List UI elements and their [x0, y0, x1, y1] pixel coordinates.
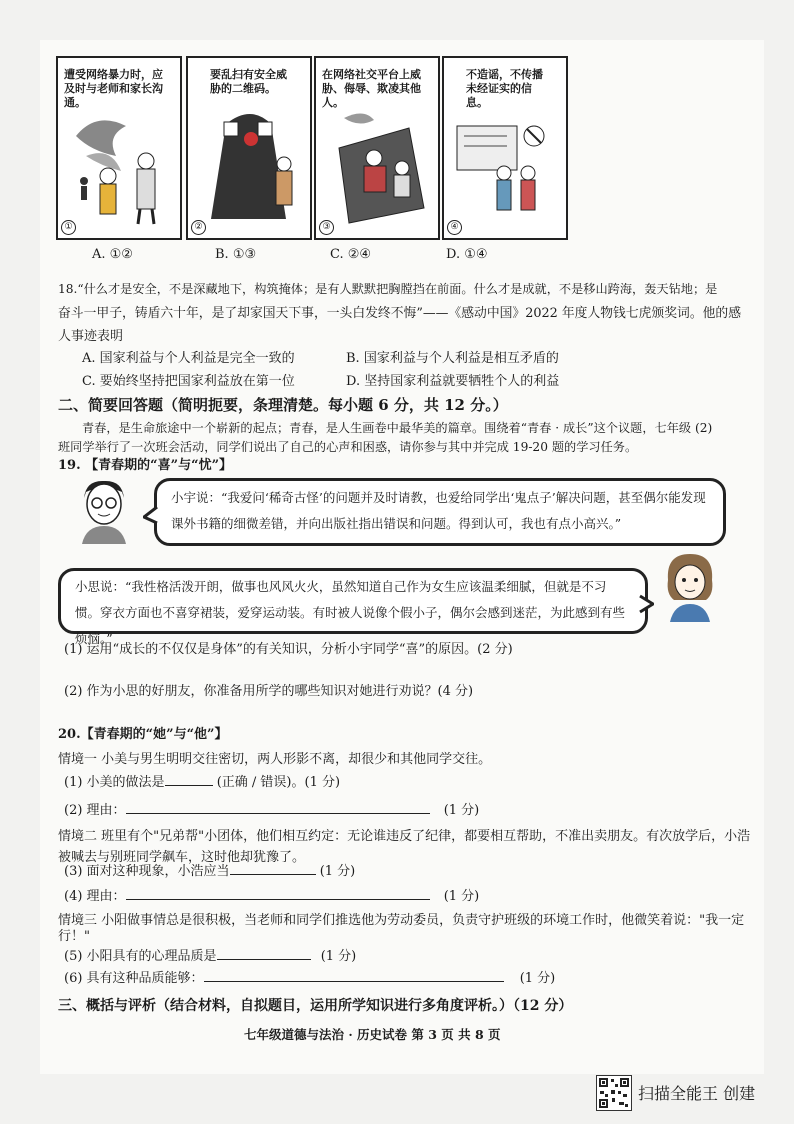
answer-blank-1[interactable] [165, 785, 213, 786]
q18-line1: 18.“什么才是安全，不是深藏地下，构筑掩体；是有人默默把胸膛挡在前面。什么才是成就，不是移山跨海，轰天钻地；是 [58, 282, 718, 296]
q20-sub2 [64, 801, 479, 821]
q20-sub1-text: (1) 小美的做法是 [64, 775, 165, 790]
qr-monster-illustration [196, 104, 302, 228]
panel-number: ③ [319, 220, 334, 235]
q18-option-d: D. 坚持国家利益就要牺牲个人的利益 [346, 374, 560, 389]
answer-blank-5[interactable] [217, 959, 311, 960]
q20-sub4-text: (4) 理由： [64, 889, 126, 904]
xiaosi-speech-bubble [58, 568, 648, 646]
q20-scenario2-line1: 情境二 班里有个"兄弟帮"小团体，他们相互约定：无论谁违反了纪律，都要相互帮助，不准出卖朋友。有次放学后，小浩 [58, 829, 751, 844]
q18-option-a: A. 国家利益与个人利益是完全一致的 [82, 351, 295, 366]
q20-sub1-suffix: (正确 / 错误)。(1 分) [216, 775, 341, 790]
q20-scenario1: 情境一 小美与男生明明交往密切，两人形影不离，却很少和其他同学交往。 [58, 752, 492, 767]
q20-sub1 [64, 773, 340, 793]
q20-sub5-score: (1 分) [320, 949, 357, 964]
xiaoyu-speech-bubble [154, 478, 726, 546]
comic-panel-4 [442, 56, 568, 240]
q18-option-b: B. 国家利益与个人利益是相互矛盾的 [346, 351, 559, 366]
section3-heading: 三、概括与评析（结合材料，自拟题目，运用所学知识进行多角度评析。）（12 分） [58, 998, 573, 1014]
panel-number: ② [191, 220, 206, 235]
option-d: D. ①④ [446, 247, 488, 262]
comic-panel-2 [186, 56, 312, 240]
answer-blank-3[interactable] [230, 874, 316, 875]
q20-sub2-text: (2) 理由： [64, 803, 126, 818]
panel-number: ① [61, 220, 76, 235]
q20-sub6-score: (1 分) [519, 971, 556, 986]
panel-caption: 遭受网络暴力时，应及时与老师和家长沟通。 [64, 68, 163, 109]
option-b: B. ①③ [215, 247, 257, 262]
comic-panel-1 [56, 56, 182, 240]
xiaoyu-avatar [76, 478, 130, 544]
qr-code-icon [596, 1075, 632, 1111]
q19-sub1: (1) 运用“成长的不仅仅是身体”的有关知识，分析小宇同学“喜”的原因。(2 分) [64, 642, 513, 657]
q20-scenario3-line2: 行！" [58, 929, 90, 944]
q20-sub5-text: (5) 小阳具有的心理品质是 [64, 949, 217, 964]
q20-sub3 [64, 862, 355, 882]
q19-sub2: (2) 作为小思的好朋友，你准备用所学的哪些知识对她进行劝说？(4 分) [64, 684, 474, 699]
option-c: C. ②④ [330, 247, 372, 262]
q19-title: 19. 【青春期的“喜”与“忧”】 [58, 458, 233, 473]
panel-caption: 要乱扫有安全威胁的二维码。 [210, 68, 287, 95]
xiaosi-avatar [660, 550, 720, 622]
no-rumor-illustration [452, 118, 558, 230]
section2-heading: 二、简要回答题（简明扼要，条理清楚。每小题 6 分，共 12 分。） [58, 396, 508, 414]
q20-sub4-score: (1 分) [443, 889, 480, 904]
q20-sub5 [64, 947, 356, 967]
cyberbully-illustration [66, 106, 172, 226]
section2-intro1: 青春，是生命旅途中一个崭新的起点；青春，是人生画卷中最华美的篇章。围绕着“青春 · 成长”这个议题，七年级 (2) [82, 421, 713, 435]
q20-sub6-text: (6) 具有这种品质能够： [64, 971, 204, 986]
option-a: A. ①② [92, 247, 133, 262]
xiaoyu-quote: 小宇说：“我爱问‘稀奇古怪’的问题并及时请教，也爱给同学出‘鬼点子’解决问题，甚至偶尔能发现课外书籍的细微差错，并向出版社指出错误和问题。得到认可，我也有点小高兴。” [171, 490, 706, 531]
panel-caption: 不造谣，不传播未经证实的信息。 [466, 68, 543, 109]
xiaosi-quote: 小思说：“我性格活泼开朗，做事也风风火火，虽然知道自己作为女生应该温柔细腻，但就是不习惯。穿衣方面也不喜穿裙装，爱穿运动装。有时被人说像个假小子，偶尔会感到迷茫，为此感到有些烦恼。” [75, 579, 626, 646]
bubble-tail-left [143, 505, 159, 525]
q20-sub3-score: (1 分) [319, 864, 356, 879]
bubble-tail-right [638, 594, 654, 614]
section2-intro2: 班同学举行了一次班会活动，同学们说出了自己的心声和困惑，请你参与其中并完成 19-20 题的学习任务。 [58, 440, 638, 454]
answer-blank-6[interactable] [204, 981, 504, 982]
scanner-watermark: 扫描全能王 创建 [638, 1084, 756, 1103]
q20-sub6 [64, 969, 555, 989]
answer-blank-4[interactable] [126, 899, 430, 900]
panel-caption: 在网络社交平台上威胁、侮辱、欺凌其他人。 [322, 68, 421, 109]
online-bullying-illustration [324, 108, 430, 228]
q18-line3: 人事迹表明 [58, 329, 124, 344]
q18-option-c: C. 要始终坚持把国家利益放在第一位 [82, 374, 295, 389]
answer-blank-2[interactable] [126, 813, 430, 814]
q20-sub4 [64, 887, 479, 907]
q20-scenario2-line2: 被喊去与别班同学飙车，这时他却犹豫了。 [58, 850, 306, 865]
q20-sub2-score: (1 分) [443, 803, 480, 818]
page-footer: 七年级道德与法治 · 历史试卷 第 3 页 共 8 页 [244, 1027, 501, 1042]
q20-title: 20.【青春期的“她”与“他”】 [58, 727, 228, 742]
q18-line2: 奋斗一甲子，铸盾六十年，是了却家国天下事，一头白发终不悔”——《感动中国》2022 年度人物钱七虎颁奖词。他的感 [58, 306, 742, 321]
q20-sub3-text: (3) 面对这种现象，小浩应当 [64, 864, 230, 879]
panel-number: ④ [447, 220, 462, 235]
comic-panel-3 [314, 56, 440, 240]
q20-scenario3-line1: 情境三 小阳做事情总是很积极，当老师和同学们推选他为劳动委员，负责守护班级的环境工作时，他微笑着说："我一定 [58, 913, 745, 928]
